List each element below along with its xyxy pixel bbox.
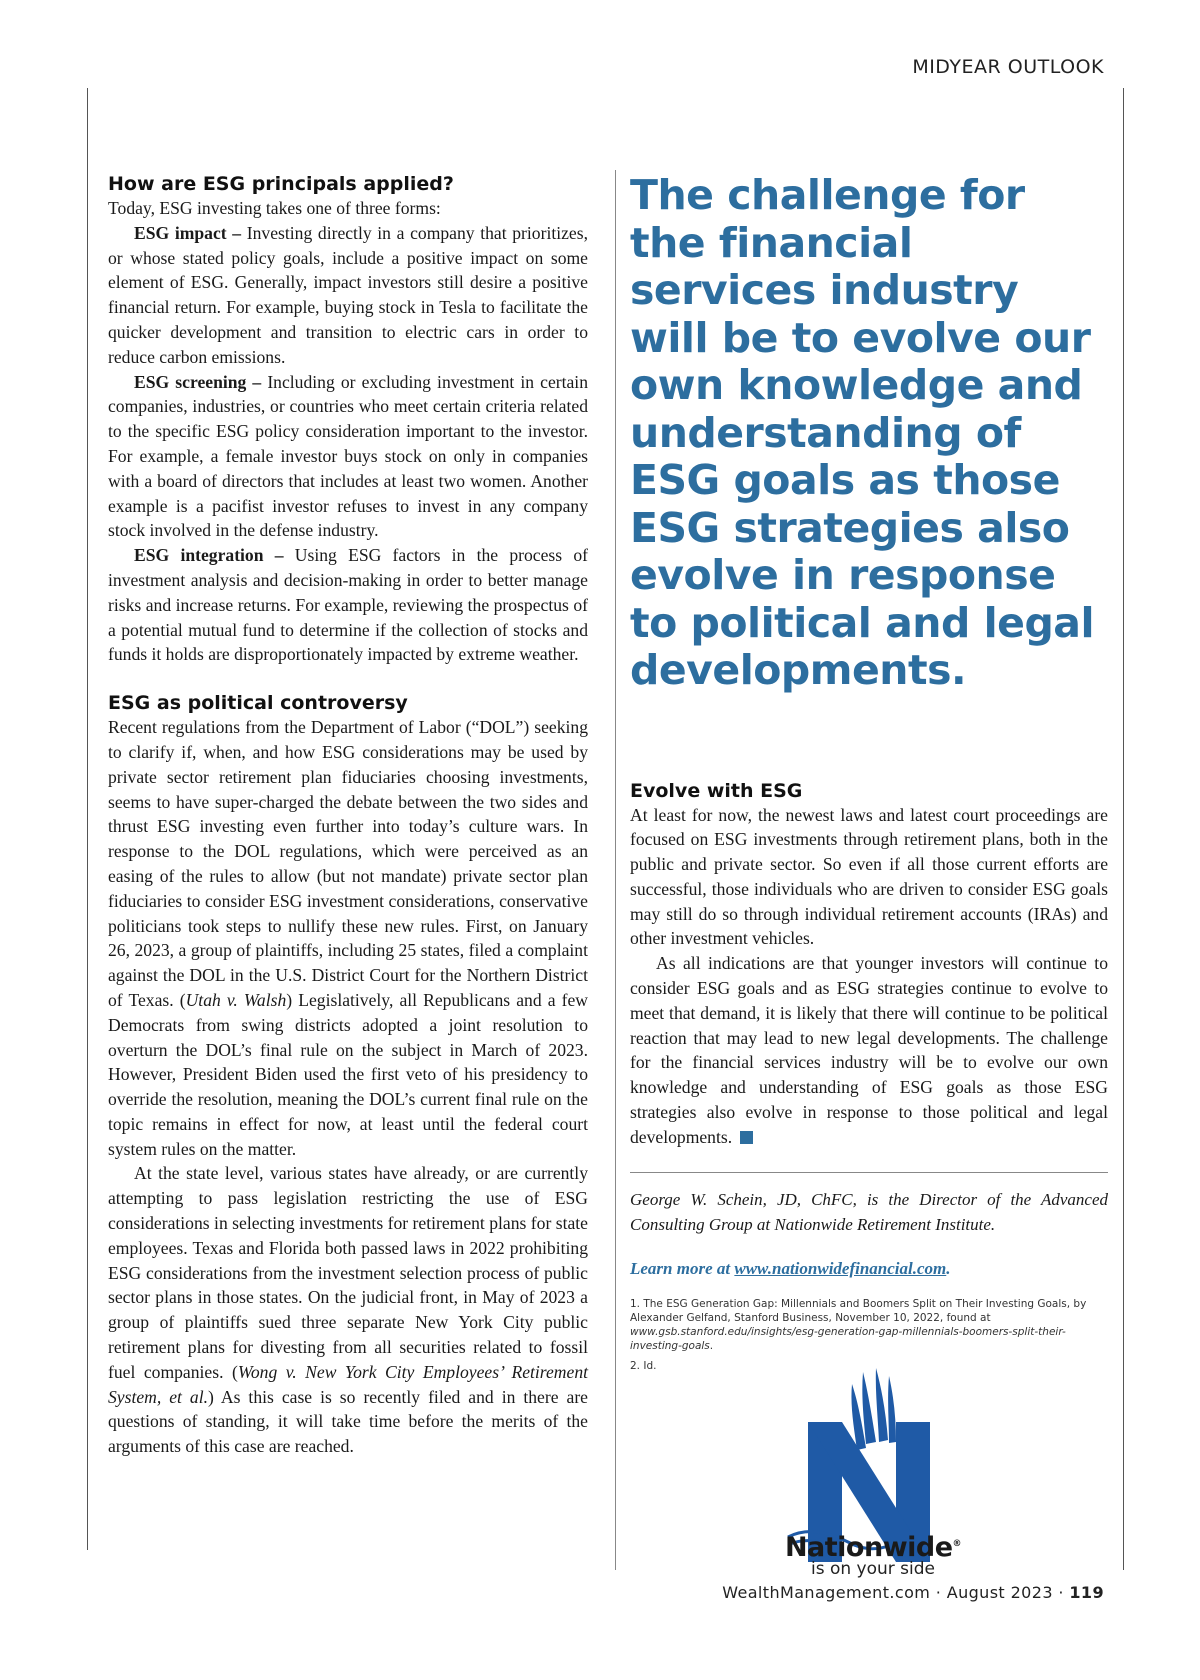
heading-evolve-with-esg: Evolve with ESG	[630, 779, 803, 802]
pull-quote: The challenge for the financial services industry will be to evolve our own knowledge and understanding of ESG goals as those ESG strategies also evolve in response to political and legal developments.	[630, 171, 1095, 694]
footnote-2: 2. Id.	[630, 1359, 657, 1372]
footer-date: August 2023	[946, 1583, 1053, 1602]
heading-political-controversy: ESG as political controversy	[108, 692, 408, 715]
esg-integration-paragraph	[108, 543, 588, 667]
esg-integration-text: Using ESG factors in the process of investment analysis and decision-making in order to better manage risks and increase returns. For example, reviewing the prospectus of a potential mutual fund to determine if the collection of stocks and funds it holds are disproportionately impacted by extreme weather.	[108, 545, 588, 665]
bio-divider	[630, 1172, 1108, 1173]
esg-integration-term: ESG integration –	[134, 545, 284, 566]
footer-site: WealthManagement.com	[722, 1583, 931, 1602]
logo-name: Nationwide®	[784, 1532, 962, 1563]
esg-screening-term: ESG screening –	[134, 371, 262, 392]
learn-more: Learn more at www.nationwidefinancial.com.	[630, 1258, 951, 1278]
esg-impact-paragraph	[108, 221, 588, 370]
esg-impact-text: Investing directly in a company that prioritizes, or whose stated policy goals, include a positive impact on some element of ESG. Generally, impact investors still desire a positive financial return. For example, buying stock in Tesla to facilitate the quicker development and transition to electric cars in order to reduce carbon emissions.	[108, 222, 588, 367]
left-column	[108, 172, 588, 1459]
left-margin-rule	[87, 88, 88, 1550]
heading-esg-principals: How are ESG principals applied?	[108, 173, 454, 195]
nationwide-wordmark	[768, 1532, 978, 1579]
logo-tagline: is on your side	[810, 1559, 936, 1579]
footnote-1: 1. The ESG Generation Gap: Millennials and Boomers Split on Their Investing Goals, by Alexander Gelfand, Stanford Business, November 10, 2022, found at www.gsb.stanford.edu/insights/esg-generation-gap-millennials-boomers-split-their-investing-goals.	[630, 1297, 1087, 1352]
evolve-paragraph-1: At least for now, the newest laws and latest court proceedings are focused on ESG investments through retirement plans, both in the public and private sector. So even if all those current efforts are successful, those individuals who are driven to consider ESG goals may still do so through individual retirement accounts (IRAs) and other investment vehicles.	[630, 804, 1108, 949]
controversy-paragraph: Recent regulations from the Department of Labor (“DOL”) seeking to clarify if, when, and how ESG considerations may be used by private sector retirement plan fiduciaries choosing investments, seems to have super-charged the debate between the two sides and thrust ESG investing even further into today’s culture wars. In response to the DOL regulations, which were perceived as an easing of the rules to allow (but not mandate) private sector plan fiduciaries to consider ESG investment considerations, conservative politicians took steps to nullify these new rules. First, on January 26, 2023, a group of plaintiffs, including 25 states, filed a complaint against the DOL in the U.S. District Court for the Northern District of Texas. (Utah v. Walsh) Legislatively, all Republicans and a few Democrats from swing districts adopted a joint resolution to overturn the DOL’s final rule on the subject in March of 2023. However, President Biden used the first veto of his presidency to override the resolution, meaning the DOL’s current final rule on the topic remains in effect for now, at least until the federal court system rules on the matter.	[108, 717, 589, 1159]
case-utah-v-walsh: Utah v. Walsh	[185, 989, 287, 1010]
end-of-article-square-icon	[740, 1131, 753, 1144]
page-number: 119	[1069, 1583, 1104, 1602]
author-bio: George W. Schein, JD, ChFC, is the Director of the Advanced Consulting Group at Nationwide Retirement Institute.	[630, 1189, 1108, 1234]
esg-impact-term: ESG impact –	[134, 222, 242, 243]
nationwide-link[interactable]: www.nationwidefinancial.com	[734, 1258, 947, 1278]
column-divider	[615, 170, 616, 1570]
case-wong-v-nyc: Wong v. New York City Employees’ Retirement System, et al.	[108, 1361, 588, 1407]
esg-screening-paragraph	[108, 370, 588, 544]
state-level-paragraph: At the state level, various states have already, or are currently attempting to pass legislation restricting the use of ESG considerations in selecting investments for retirement plans for state employees. Texas and Florida both passed laws in 2022 prohibiting ESG considerations from the investment selection process of public sector plans in those states. On the judicial front, in May of 2023 a group of plaintiffs sued three separate New York City public retirement plans for divesting from all securities related to fossil fuel companies. (Wong v. New York City Employees’ Retirement System, et al.) As this case is so recently filed and in there are questions of standing, it will take time before the merits of the arguments of this case are reached.	[108, 1163, 588, 1457]
registered-mark: ®	[952, 1539, 962, 1549]
intro-paragraph: Today, ESG investing takes one of three forms:	[108, 198, 441, 218]
esg-screening-text: Including or excluding investment in certain companies, industries, or countries who meet certain criteria related to the specific ESG policy consideration important to the investor. For example, a female investor buys stock on only in companies with a board of directors that includes at least two women. Another example is a pacifist investor refuses to invest in any company stock involved in the defense industry.	[108, 371, 588, 541]
right-column	[630, 172, 1108, 1373]
right-margin-rule	[1123, 88, 1124, 1570]
page-footer: WealthManagement.com · August 2023 · 119	[722, 1583, 1104, 1602]
section-label: MIDYEAR OUTLOOK	[912, 56, 1104, 78]
footnote-1-url: www.gsb.stanford.edu/insights/esg-generation-gap-millennials-boomers-split-their-investing-goals	[630, 1325, 1066, 1352]
evolve-paragraph-2: As all indications are that younger investors will continue to consider ESG goals and as ESG strategies continue to evolve to meet that demand, it is likely that there will continue to be political reaction that may lead to new legal developments. The challenge for the financial services industry will be to evolve our own knowledge and understanding of ESG goals as those ESG strategies also evolve in response to those political and legal developments.	[630, 953, 1108, 1147]
